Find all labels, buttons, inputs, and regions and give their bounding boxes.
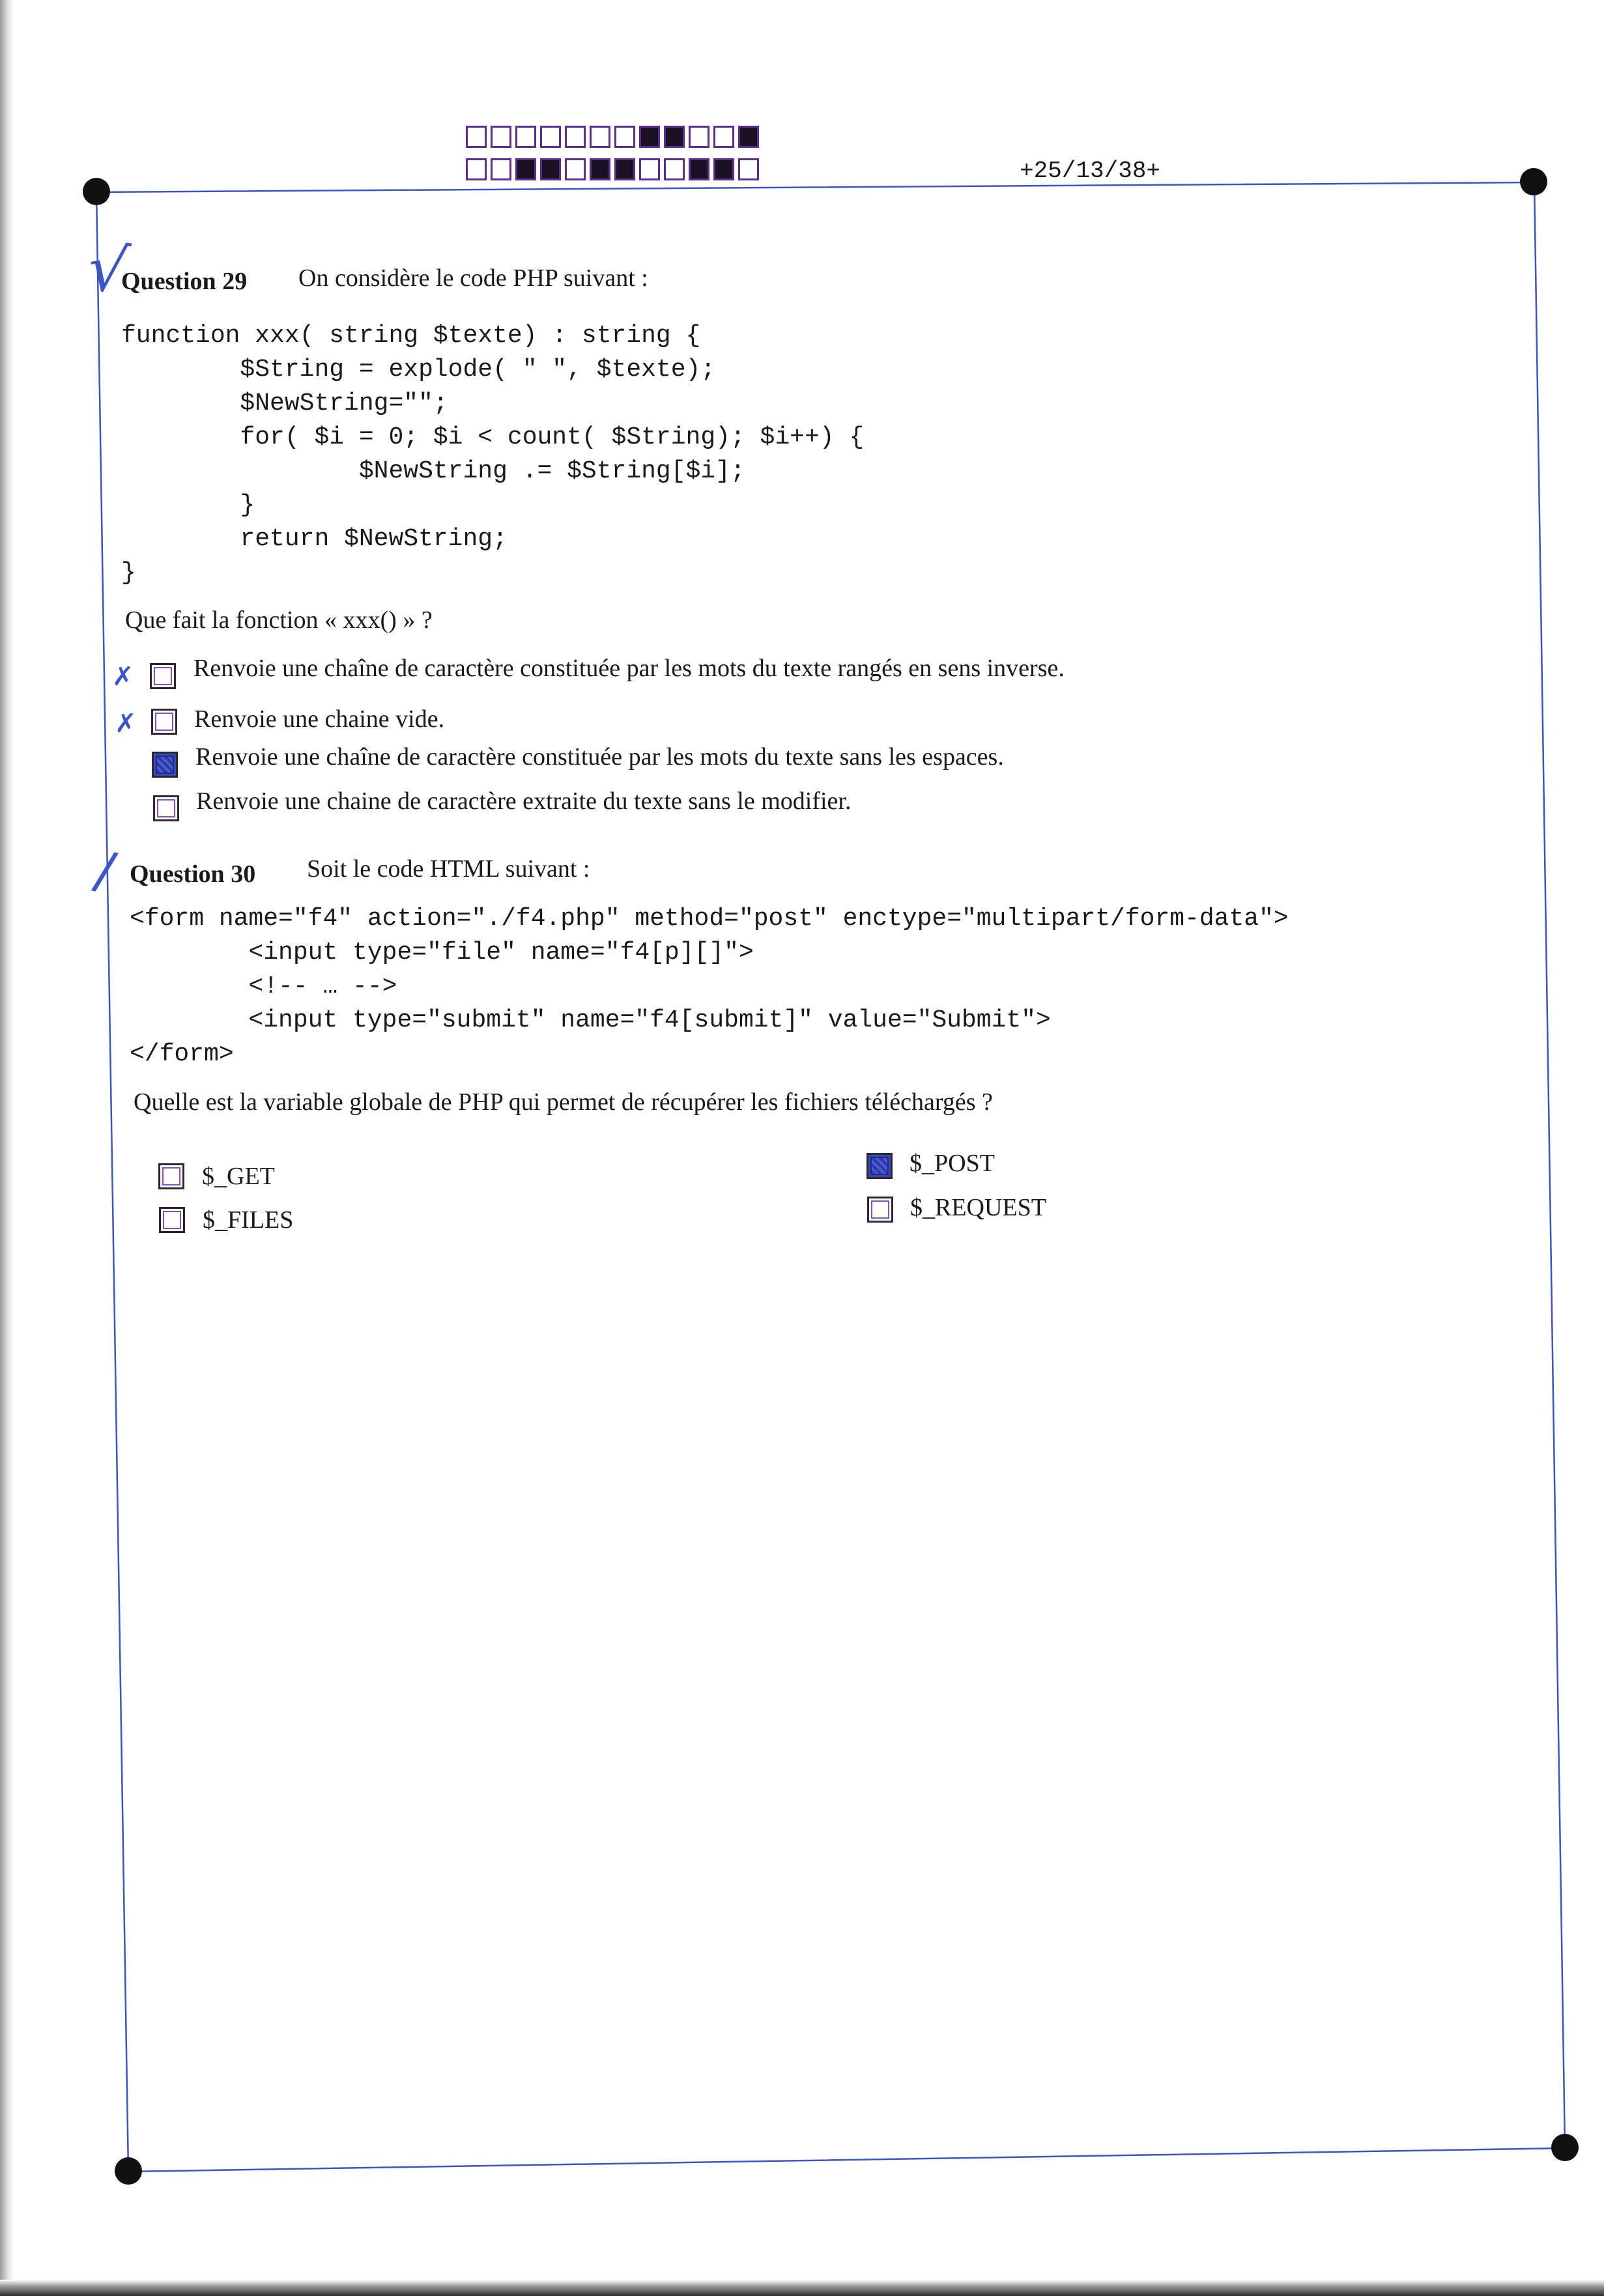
barcode-cell — [664, 126, 685, 148]
barcode-cell — [466, 126, 487, 148]
grader-cross-mark: ✗ — [112, 662, 134, 692]
code-line: <!-- … --> — [130, 972, 397, 1000]
q29-option-2-text: Renvoie une chaine vide. — [194, 705, 445, 733]
question-29-prompt: Que fait la fonction « xxx() » ? — [125, 606, 433, 634]
q30-checkbox-request[interactable] — [867, 1197, 893, 1223]
barcode-row-1 — [466, 126, 763, 148]
code-line: } — [121, 491, 255, 519]
q29-option-1-text: Renvoie une chaîne de caractère constituée par les mots du texte rangés en sens inverse. — [193, 655, 1065, 682]
q29-checkbox-2[interactable] — [151, 709, 177, 735]
code-line: return $NewString; — [121, 525, 508, 553]
barcode-cell — [738, 158, 759, 180]
grader-cross-mark: ✗ — [115, 709, 137, 739]
question-29-code — [121, 319, 864, 590]
q29-option-4-text: Renvoie une chaine de caractère extraite du texte sans le modifier. — [196, 787, 852, 815]
q30-checkbox-get[interactable] — [158, 1163, 184, 1189]
corner-marker-bottom-right — [1551, 2134, 1579, 2161]
q30-option-files-text: $_FILES — [203, 1206, 294, 1234]
q29-option-3-text: Renvoie une chaîne de caractère constituée par les mots du texte sans les espaces. — [195, 743, 1004, 771]
barcode-cell — [515, 126, 536, 148]
code-line: $NewString=""; — [121, 390, 448, 418]
barcode-cell — [565, 158, 586, 180]
code-line: for( $i = 0; $i < count( $String); $i++) { — [121, 423, 865, 451]
barcode-cell — [664, 158, 685, 180]
barcode-cell — [590, 126, 610, 148]
question-30-code — [130, 902, 1289, 1071]
barcode-cell — [639, 126, 660, 148]
code-line: </form> — [130, 1040, 234, 1068]
q29-checkbox-1[interactable] — [150, 663, 176, 689]
code-line: $NewString .= $String[$i]; — [121, 457, 745, 485]
code-line: <input type="submit" name="f4[submit]" value="Submit"> — [130, 1006, 1051, 1034]
q30-option-get-text: $_GET — [202, 1163, 275, 1190]
barcode-cell — [689, 126, 709, 148]
barcode-cell — [713, 126, 734, 148]
question-29-label: Question 29 — [121, 268, 248, 295]
barcode-cell — [614, 158, 635, 180]
code-line: <input type="file" name="f4[p][]"> — [130, 939, 754, 967]
corner-marker-top-left — [83, 178, 110, 205]
barcode-cell — [540, 126, 561, 148]
grader-slash-q30: / — [89, 839, 121, 902]
corner-marker-top-right — [1520, 168, 1547, 195]
barcode-cell — [515, 158, 536, 180]
barcode-cell — [565, 126, 586, 148]
q30-option-request-text: $_REQUEST — [910, 1194, 1046, 1221]
code-line: function xxx( string $texte) : string { — [121, 322, 701, 350]
q29-checkbox-4[interactable] — [153, 795, 179, 821]
barcode-cell — [466, 158, 487, 180]
q30-option-post-text: $_POST — [909, 1150, 995, 1177]
barcode-cell — [689, 158, 709, 180]
page-serial: +25/13/38+ — [1020, 158, 1161, 184]
barcode-cell — [540, 158, 561, 180]
question-29-intro: On considère le code PHP suivant : — [298, 264, 648, 292]
grader-check-q29: √ — [83, 231, 133, 309]
code-line: $String = explode( " ", $texte); — [121, 356, 716, 384]
code-line: <form name="f4" action="./f4.php" method="post" enctype="multipart/form-data"> — [130, 905, 1289, 933]
barcode-cell — [590, 158, 610, 180]
code-line: } — [121, 559, 136, 587]
barcode-row-2 — [466, 158, 763, 180]
barcode-cell — [614, 126, 635, 148]
barcode-cell — [713, 158, 734, 180]
corner-marker-bottom-left — [115, 2157, 142, 2185]
q29-checkbox-3[interactable] — [152, 752, 178, 778]
barcode-cell — [738, 126, 759, 148]
q30-checkbox-files[interactable] — [159, 1207, 185, 1233]
question-30-prompt: Quelle est la variable globale de PHP qui permet de récupérer les fichiers téléchargés ? — [134, 1088, 993, 1116]
barcode-cell — [639, 158, 660, 180]
barcode-cell — [491, 126, 511, 148]
barcode-cell — [491, 158, 511, 180]
q30-checkbox-post[interactable] — [866, 1153, 893, 1179]
question-30-intro: Soit le code HTML suivant : — [307, 855, 590, 883]
question-30-label: Question 30 — [130, 860, 256, 888]
